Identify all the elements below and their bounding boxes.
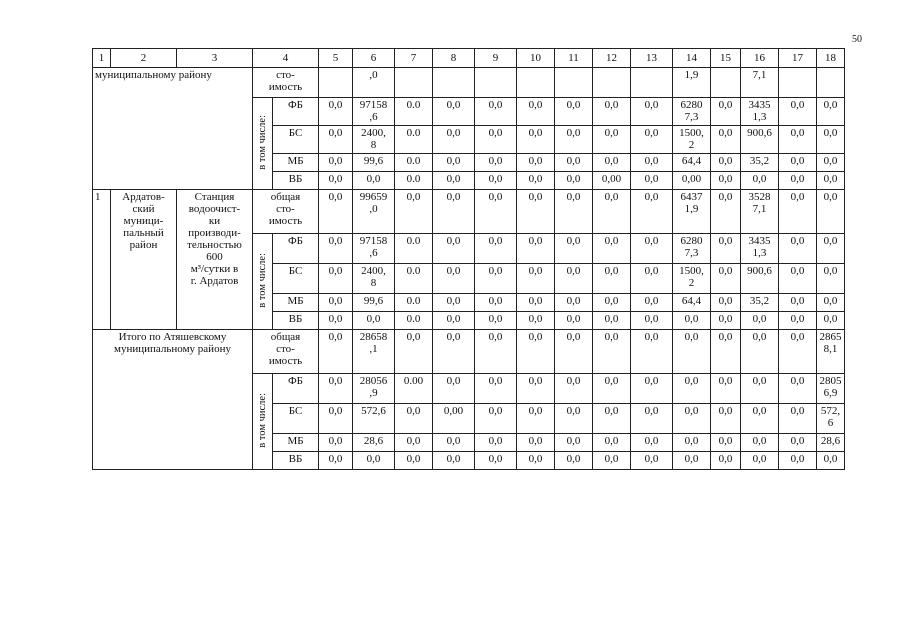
value-cell: 0.0 [395, 312, 433, 330]
value-cell: 0,0 [353, 312, 395, 330]
value-cell: 0.0 [395, 172, 433, 190]
row-number: 1 [93, 190, 111, 330]
value-cell: 0,0 [517, 234, 555, 264]
value-cell: 0,0 [517, 330, 555, 374]
sub-label: БС [273, 126, 319, 154]
value-cell: 0.0 [395, 126, 433, 154]
column-header: 10 [517, 49, 555, 68]
value-cell: 0,0 [433, 312, 475, 330]
value-cell: 0,0 [517, 434, 555, 452]
value-cell: 3435 1,3 [741, 98, 779, 126]
value-cell: 0,0 [555, 312, 593, 330]
value-cell: 0,0 [319, 234, 353, 264]
value-cell [517, 68, 555, 98]
sub-label: ВБ [273, 312, 319, 330]
value-cell: 0,0 [555, 154, 593, 172]
value-cell: 0,0 [475, 452, 517, 470]
value-cell: 0,0 [631, 374, 673, 404]
value-cell: 0,0 [555, 404, 593, 434]
value-cell: 0,0 [555, 126, 593, 154]
value-cell: 0,0 [555, 98, 593, 126]
value-cell: 0,0 [555, 234, 593, 264]
value-cell [593, 68, 631, 98]
sub-label: МБ [273, 434, 319, 452]
value-cell: 0,0 [741, 312, 779, 330]
v-tom-chisle-cell [253, 234, 273, 330]
value-cell: 0,0 [711, 330, 741, 374]
value-cell: 0,0 [555, 434, 593, 452]
value-cell: 0,0 [631, 126, 673, 154]
value-cell: 0,00 [673, 172, 711, 190]
value-cell: 1,9 [673, 68, 711, 98]
value-cell: 0,0 [779, 404, 817, 434]
value-cell: 0,0 [779, 330, 817, 374]
value-cell: 0,0 [593, 234, 631, 264]
value-cell: 0,0 [711, 312, 741, 330]
header-row [93, 49, 845, 68]
value-cell: 0,0 [593, 434, 631, 452]
value-cell: 0,0 [555, 190, 593, 234]
v-tom-chisle-label: в том числе: [256, 114, 268, 170]
value-cell: 0,0 [475, 330, 517, 374]
value-cell: 0,0 [555, 452, 593, 470]
sub-label: БС [273, 264, 319, 294]
value-cell: 0,0 [711, 374, 741, 404]
value-cell: 0,0 [319, 126, 353, 154]
value-cell: 0,0 [433, 434, 475, 452]
value-cell: 0,0 [517, 126, 555, 154]
value-cell: 0,0 [631, 434, 673, 452]
value-cell [711, 68, 741, 98]
column-header: 5 [319, 49, 353, 68]
block-title: муниципальному району [93, 68, 253, 190]
value-cell: 0,0 [741, 172, 779, 190]
column-header: 7 [395, 49, 433, 68]
value-cell: 0,0 [673, 434, 711, 452]
value-cell: 0,0 [711, 234, 741, 264]
value-cell: 0,0 [475, 98, 517, 126]
value-cell: 0,0 [779, 264, 817, 294]
value-cell: 0,0 [673, 312, 711, 330]
total-label: общая сто- имость [253, 330, 319, 374]
value-cell: 0,0 [593, 330, 631, 374]
value-cell: 0,0 [517, 312, 555, 330]
value-cell [319, 68, 353, 98]
value-cell: 0,0 [779, 154, 817, 172]
value-cell: 0,0 [475, 154, 517, 172]
value-cell: 0,0 [433, 374, 475, 404]
value-cell: 0,0 [319, 294, 353, 312]
value-cell: 0,0 [475, 126, 517, 154]
value-cell: 3435 1,3 [741, 234, 779, 264]
value-cell: 28056 ,9 [353, 374, 395, 404]
value-cell: 0,0 [319, 404, 353, 434]
value-cell: 0,0 [631, 154, 673, 172]
column-header: 13 [631, 49, 673, 68]
value-cell: 0,0 [631, 330, 673, 374]
value-cell: 0,0 [779, 294, 817, 312]
column-header: 12 [593, 49, 631, 68]
value-cell: 0,0 [673, 404, 711, 434]
value-cell: 97158 ,6 [353, 234, 395, 264]
value-cell: 0.00 [395, 374, 433, 404]
value-cell: 0,0 [593, 452, 631, 470]
value-cell: 0,0 [779, 126, 817, 154]
value-cell: 0,0 [319, 312, 353, 330]
value-cell: 0,0 [433, 126, 475, 154]
value-cell: 0,0 [711, 434, 741, 452]
v-tom-chisle-cell [253, 374, 273, 470]
itogo-title: Итого по Атяшевскому муниципальному району [93, 330, 253, 470]
value-cell: 0,0 [433, 172, 475, 190]
value-cell: 0,0 [593, 98, 631, 126]
value-cell: 0,0 [319, 190, 353, 234]
value-cell: 0,0 [593, 190, 631, 234]
value-cell: 0,0 [711, 190, 741, 234]
value-cell: 0,0 [631, 172, 673, 190]
value-cell: 0,0 [779, 374, 817, 404]
value-cell: 0,0 [433, 452, 475, 470]
value-cell: 0,0 [433, 190, 475, 234]
value-cell: 0,0 [631, 234, 673, 264]
sub-label: МБ [273, 154, 319, 172]
value-cell: 0.0 [395, 98, 433, 126]
value-cell: 28,6 [353, 434, 395, 452]
value-cell: 0,0 [395, 452, 433, 470]
value-cell: 0,0 [779, 190, 817, 234]
value-cell: 0,0 [353, 172, 395, 190]
value-cell: 0,0 [433, 294, 475, 312]
v-tom-chisle-cell [253, 98, 273, 190]
value-cell: 0,0 [779, 434, 817, 452]
value-cell: 0,0 [711, 294, 741, 312]
value-cell: 28,6 [817, 434, 845, 452]
value-cell: 0,0 [593, 154, 631, 172]
value-cell: 0,0 [475, 294, 517, 312]
value-cell: 0,0 [779, 172, 817, 190]
value-cell: 0,0 [319, 154, 353, 172]
value-cell: 0,00 [433, 404, 475, 434]
column-header: 9 [475, 49, 517, 68]
total-row [93, 330, 845, 374]
value-cell: 0,0 [817, 264, 845, 294]
value-cell: 0,0 [475, 374, 517, 404]
column-header: 16 [741, 49, 779, 68]
value-cell: 0,0 [593, 374, 631, 404]
value-cell: 0,0 [433, 330, 475, 374]
value-cell: 0,0 [779, 312, 817, 330]
value-cell: 0,0 [319, 330, 353, 374]
value-cell: 0,0 [395, 434, 433, 452]
value-cell: 0,0 [517, 374, 555, 404]
value-cell: 0,0 [741, 374, 779, 404]
value-cell: 0,0 [593, 264, 631, 294]
value-cell: 0,0 [555, 374, 593, 404]
value-cell [817, 68, 845, 98]
total-row [93, 68, 845, 98]
sub-label: БС [273, 404, 319, 434]
value-cell: 0,0 [433, 98, 475, 126]
value-cell: 0,0 [711, 154, 741, 172]
value-cell: 0,0 [741, 404, 779, 434]
value-cell: 0,0 [517, 190, 555, 234]
value-cell: 0,0 [319, 264, 353, 294]
v-tom-chisle-label: в том числе: [256, 252, 268, 308]
value-cell: 0,0 [475, 404, 517, 434]
value-cell: 0,0 [817, 190, 845, 234]
value-cell: 0,0 [631, 190, 673, 234]
value-cell: 2400, 8 [353, 126, 395, 154]
value-cell: 0.0 [395, 294, 433, 312]
district-name: Ардатов- ский муници- пальный район [111, 190, 177, 330]
v-tom-chisle-label: в том числе: [256, 392, 268, 448]
sub-label: ФБ [273, 234, 319, 264]
value-cell: 0,0 [711, 172, 741, 190]
total-label: общая сто- имость [253, 190, 319, 234]
value-cell: 0,0 [741, 452, 779, 470]
value-cell: 0,0 [741, 434, 779, 452]
value-cell: 0,0 [673, 330, 711, 374]
value-cell: 0,0 [517, 294, 555, 312]
value-cell: 572, 6 [817, 404, 845, 434]
value-cell: 0,0 [593, 126, 631, 154]
column-header: 14 [673, 49, 711, 68]
value-cell: 0,0 [817, 234, 845, 264]
sub-label: ФБ [273, 98, 319, 126]
value-cell: 0,0 [555, 294, 593, 312]
value-cell: 0,0 [817, 126, 845, 154]
value-cell: 0.0 [395, 264, 433, 294]
value-cell: 0,0 [673, 374, 711, 404]
value-cell: 35,2 [741, 154, 779, 172]
value-cell: 0,0 [517, 452, 555, 470]
value-cell: 1500, 2 [673, 264, 711, 294]
value-cell: 0,0 [517, 172, 555, 190]
column-header: 2 [111, 49, 177, 68]
value-cell: 2400, 8 [353, 264, 395, 294]
value-cell: 0,0 [319, 98, 353, 126]
value-cell: 0,0 [817, 312, 845, 330]
sub-label: МБ [273, 294, 319, 312]
page-number: 50 [852, 34, 862, 45]
value-cell: 0,0 [475, 172, 517, 190]
value-cell: 99,6 [353, 154, 395, 172]
value-cell: 0,0 [817, 172, 845, 190]
value-cell: 0,0 [593, 294, 631, 312]
value-cell: 0,0 [711, 126, 741, 154]
value-cell: 0,0 [593, 312, 631, 330]
column-header: 8 [433, 49, 475, 68]
sub-label: ВБ [273, 452, 319, 470]
budget-table [92, 48, 845, 470]
value-cell: 1500, 2 [673, 126, 711, 154]
value-cell: 0,0 [741, 330, 779, 374]
value-cell: ,0 [353, 68, 395, 98]
sub-label: ВБ [273, 172, 319, 190]
value-cell: 572,6 [353, 404, 395, 434]
value-cell: 0,0 [433, 264, 475, 294]
value-cell: 0,0 [631, 452, 673, 470]
total-row [93, 190, 845, 234]
value-cell [395, 68, 433, 98]
value-cell: 99,6 [353, 294, 395, 312]
value-cell [555, 68, 593, 98]
value-cell [475, 68, 517, 98]
value-cell: 0,0 [631, 98, 673, 126]
value-cell: 0,0 [711, 98, 741, 126]
value-cell: 64,4 [673, 154, 711, 172]
total-label: сто- имость [253, 68, 319, 98]
value-cell: 2805 6,9 [817, 374, 845, 404]
value-cell: 0,0 [395, 330, 433, 374]
value-cell: 0,0 [631, 312, 673, 330]
value-cell: 97158 ,6 [353, 98, 395, 126]
value-cell: 0,0 [475, 264, 517, 294]
value-cell: 0,0 [475, 190, 517, 234]
column-header: 11 [555, 49, 593, 68]
value-cell: 0,0 [319, 434, 353, 452]
value-cell: 6280 7,3 [673, 98, 711, 126]
column-header: 3 [177, 49, 253, 68]
value-cell: 900,6 [741, 264, 779, 294]
value-cell: 0,0 [711, 404, 741, 434]
value-cell: 0,0 [319, 452, 353, 470]
value-cell: 0,0 [475, 312, 517, 330]
value-cell: 0,0 [817, 294, 845, 312]
value-cell [433, 68, 475, 98]
value-cell: 0,00 [593, 172, 631, 190]
column-header: 1 [93, 49, 111, 68]
column-header: 18 [817, 49, 845, 68]
value-cell: 0,0 [319, 374, 353, 404]
value-cell: 0,0 [517, 264, 555, 294]
value-cell: 7,1 [741, 68, 779, 98]
value-cell: 0,0 [673, 452, 711, 470]
column-header: 17 [779, 49, 817, 68]
value-cell: 0,0 [353, 452, 395, 470]
column-header: 4 [253, 49, 319, 68]
value-cell: 99659 ,0 [353, 190, 395, 234]
value-cell: 2865 8,1 [817, 330, 845, 374]
value-cell [631, 68, 673, 98]
value-cell: 0,0 [555, 264, 593, 294]
value-cell: 35,2 [741, 294, 779, 312]
value-cell: 0.0 [395, 234, 433, 264]
value-cell: 0,0 [779, 452, 817, 470]
value-cell: 0,0 [517, 404, 555, 434]
value-cell: 0,0 [711, 264, 741, 294]
value-cell: 0,0 [555, 172, 593, 190]
value-cell: 0,0 [631, 294, 673, 312]
value-cell: 0,0 [475, 434, 517, 452]
value-cell: 0,0 [555, 330, 593, 374]
value-cell: 0,0 [319, 172, 353, 190]
value-cell: 0,0 [779, 234, 817, 264]
value-cell: 0,0 [395, 404, 433, 434]
value-cell: 6437 1,9 [673, 190, 711, 234]
value-cell: 3528 7,1 [741, 190, 779, 234]
value-cell: 6280 7,3 [673, 234, 711, 264]
value-cell: 0,0 [631, 404, 673, 434]
value-cell: 0,0 [817, 98, 845, 126]
column-header: 15 [711, 49, 741, 68]
value-cell: 0,0 [817, 154, 845, 172]
value-cell: 0,0 [779, 98, 817, 126]
value-cell: 0,0 [517, 154, 555, 172]
object-name: Станция водоочист- ки производи- тельностью 600 м³/сутки в г. Ардатов [177, 190, 253, 330]
value-cell: 0,0 [475, 234, 517, 264]
table-body [93, 49, 845, 470]
value-cell [779, 68, 817, 98]
value-cell: 28658 ,1 [353, 330, 395, 374]
value-cell: 0,0 [517, 98, 555, 126]
value-cell: 0,0 [433, 154, 475, 172]
sub-label: ФБ [273, 374, 319, 404]
value-cell: 900,6 [741, 126, 779, 154]
value-cell: 0,0 [433, 234, 475, 264]
value-cell: 0,0 [593, 404, 631, 434]
column-header: 6 [353, 49, 395, 68]
value-cell: 0,0 [395, 190, 433, 234]
value-cell: 0,0 [711, 452, 741, 470]
value-cell: 0,0 [631, 264, 673, 294]
value-cell: 0.0 [395, 154, 433, 172]
value-cell: 0,0 [817, 452, 845, 470]
value-cell: 64,4 [673, 294, 711, 312]
